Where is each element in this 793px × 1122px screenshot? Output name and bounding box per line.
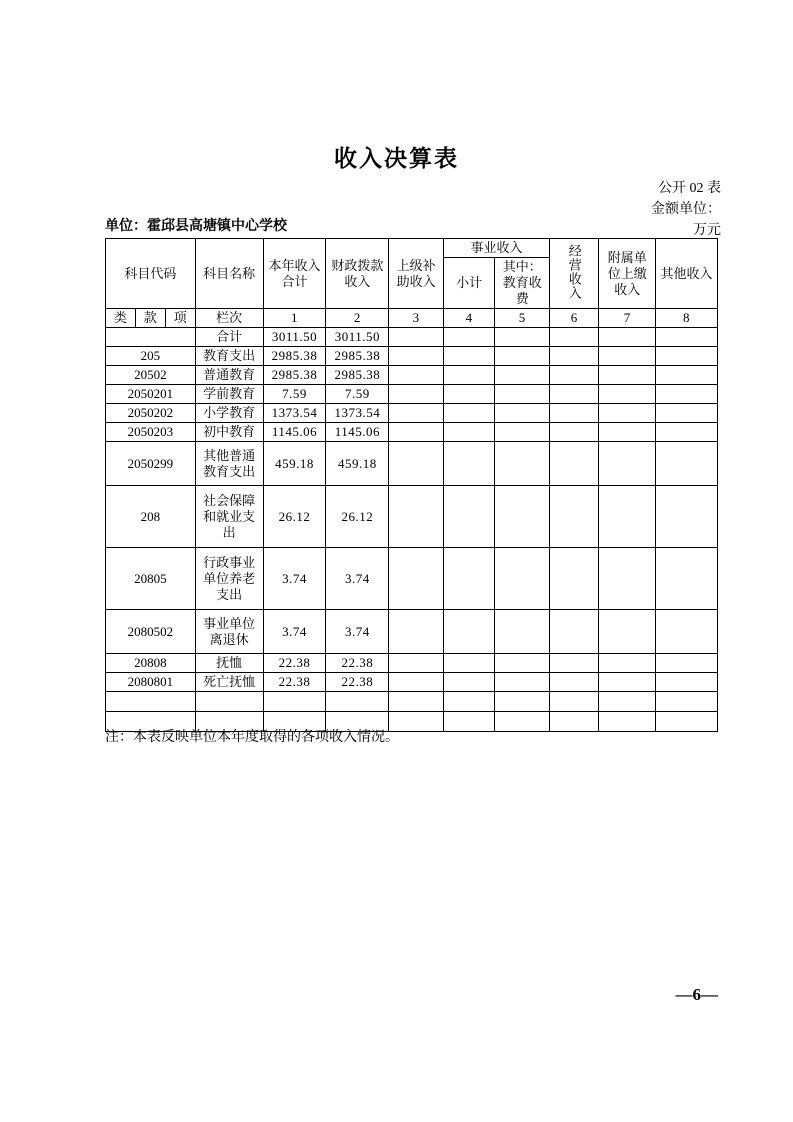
page-title: 收入决算表 — [334, 145, 459, 172]
column-number-3: 3 — [389, 309, 444, 328]
row-name: 学前教育 — [195, 385, 263, 404]
row-affiliated-unit — [599, 654, 656, 673]
row-name: 初中教育 — [195, 423, 263, 442]
header-superior-subsidy: 上级补助收入 — [389, 239, 444, 309]
header-business-edu-fee: 其中：教育收费 — [495, 258, 550, 309]
row-affiliated-unit — [599, 548, 656, 610]
row-business-sub — [443, 712, 495, 732]
table-row — [106, 692, 718, 712]
row-fiscal-appropriation: 26.12 — [326, 486, 389, 548]
row-superior-subsidy — [389, 692, 444, 712]
row-year-income-total: 7.59 — [263, 385, 326, 404]
row-superior-subsidy — [389, 385, 444, 404]
total-business-sub — [443, 328, 495, 347]
amount-unit-value: 万元 — [693, 223, 721, 238]
row-superior-subsidy — [389, 366, 444, 385]
row-year-income-total: 3.74 — [263, 548, 326, 610]
table-row — [106, 347, 718, 366]
table-column-number-row — [106, 309, 718, 328]
row-other-income — [656, 673, 718, 692]
row-superior-subsidy — [389, 654, 444, 673]
table-row — [106, 366, 718, 385]
row-operating-income — [550, 654, 599, 673]
row-code: 2050201 — [106, 385, 196, 404]
row-superior-subsidy — [389, 673, 444, 692]
total-business-edu-fee — [495, 328, 550, 347]
row-affiliated-unit — [599, 366, 656, 385]
row-business-sub — [443, 347, 495, 366]
row-year-income-total: 3.74 — [263, 610, 326, 654]
header-class: 类 — [106, 309, 136, 328]
row-other-income — [656, 486, 718, 548]
row-year-income-total — [263, 692, 326, 712]
row-business-sub — [443, 610, 495, 654]
row-affiliated-unit — [599, 712, 656, 732]
table-row — [106, 548, 718, 610]
row-year-income-total: 22.38 — [263, 673, 326, 692]
header-item: 项 — [165, 309, 195, 328]
row-operating-income — [550, 548, 599, 610]
row-other-income — [656, 404, 718, 423]
table-row — [106, 385, 718, 404]
row-code: 2050203 — [106, 423, 196, 442]
row-name: 小学教育 — [195, 404, 263, 423]
row-business-sub — [443, 548, 495, 610]
table-row — [106, 404, 718, 423]
row-fiscal-appropriation: 3.74 — [326, 610, 389, 654]
row-name: 其他普通教育支出 — [195, 442, 263, 486]
row-fiscal-appropriation — [326, 692, 389, 712]
income-final-accounts-table — [105, 238, 718, 732]
total-fiscal-appropriation: 3011.50 — [326, 328, 389, 347]
table-note: 注：本表反映单位本年度取得的各项收入情况。 — [105, 730, 399, 745]
table-row — [106, 610, 718, 654]
row-name: 普通教育 — [195, 366, 263, 385]
row-year-income-total: 22.38 — [263, 654, 326, 673]
row-superior-subsidy — [389, 548, 444, 610]
row-business-sub — [443, 385, 495, 404]
row-fiscal-appropriation: 3.74 — [326, 548, 389, 610]
row-superior-subsidy — [389, 404, 444, 423]
document-meta — [481, 178, 721, 241]
row-year-income-total: 1145.06 — [263, 423, 326, 442]
row-affiliated-unit — [599, 610, 656, 654]
row-operating-income — [550, 610, 599, 654]
row-code: 20808 — [106, 654, 196, 673]
total-row — [106, 328, 718, 347]
row-year-income-total: 1373.54 — [263, 404, 326, 423]
row-affiliated-unit — [599, 404, 656, 423]
header-column-row: 栏次 — [195, 309, 263, 328]
column-number-6: 6 — [550, 309, 599, 328]
row-business-sub — [443, 673, 495, 692]
row-code: 2050202 — [106, 404, 196, 423]
row-other-income — [656, 692, 718, 712]
row-business-sub — [443, 423, 495, 442]
total-affiliated-unit — [599, 328, 656, 347]
row-superior-subsidy — [389, 347, 444, 366]
row-business-edu-fee — [495, 366, 550, 385]
row-code: 20502 — [106, 366, 196, 385]
row-business-sub — [443, 404, 495, 423]
row-other-income — [656, 610, 718, 654]
row-operating-income — [550, 366, 599, 385]
row-superior-subsidy — [389, 423, 444, 442]
row-operating-income — [550, 385, 599, 404]
row-name: 抚恤 — [195, 654, 263, 673]
row-affiliated-unit — [599, 673, 656, 692]
row-other-income — [656, 347, 718, 366]
row-name — [195, 692, 263, 712]
row-business-edu-fee — [495, 548, 550, 610]
row-fiscal-appropriation: 459.18 — [326, 442, 389, 486]
total-code-cell — [106, 328, 196, 347]
row-fiscal-appropriation: 1145.06 — [326, 423, 389, 442]
row-business-sub — [443, 442, 495, 486]
row-other-income — [656, 442, 718, 486]
row-name: 社会保障和就业支出 — [195, 486, 263, 548]
row-affiliated-unit — [599, 423, 656, 442]
row-operating-income — [550, 673, 599, 692]
row-operating-income — [550, 423, 599, 442]
row-operating-income — [550, 712, 599, 732]
header-affiliated-unit: 附属单位上缴收入 — [599, 239, 656, 309]
row-business-edu-fee — [495, 404, 550, 423]
row-business-edu-fee — [495, 385, 550, 404]
header-business-sub: 小计 — [443, 258, 495, 309]
row-fiscal-appropriation: 2985.38 — [326, 366, 389, 385]
total-other-income — [656, 328, 718, 347]
row-business-edu-fee — [495, 347, 550, 366]
table-header-row — [106, 239, 718, 258]
row-year-income-total: 2985.38 — [263, 366, 326, 385]
row-superior-subsidy — [389, 610, 444, 654]
row-superior-subsidy — [389, 442, 444, 486]
row-code — [106, 692, 196, 712]
row-other-income — [656, 366, 718, 385]
row-business-edu-fee — [495, 423, 550, 442]
header-subject-name: 科目名称 — [195, 239, 263, 309]
row-operating-income — [550, 692, 599, 712]
row-other-income — [656, 712, 718, 732]
total-superior-subsidy — [389, 328, 444, 347]
row-year-income-total: 2985.38 — [263, 347, 326, 366]
page-number: —6— — [675, 985, 718, 1004]
row-code: 20805 — [106, 548, 196, 610]
row-operating-income — [550, 404, 599, 423]
header-subject-code: 科目代码 — [106, 239, 196, 309]
row-fiscal-appropriation: 22.38 — [326, 673, 389, 692]
column-number-5: 5 — [495, 309, 550, 328]
row-affiliated-unit — [599, 347, 656, 366]
header-business-income: 事业收入 — [443, 239, 549, 258]
table-row — [106, 486, 718, 548]
row-operating-income — [550, 486, 599, 548]
total-label: 合计 — [195, 328, 263, 347]
row-other-income — [656, 423, 718, 442]
column-number-8: 8 — [656, 309, 718, 328]
row-other-income — [656, 654, 718, 673]
row-business-edu-fee — [495, 610, 550, 654]
row-fiscal-appropriation: 7.59 — [326, 385, 389, 404]
row-name: 事业单位离退休 — [195, 610, 263, 654]
column-number-7: 7 — [599, 309, 656, 328]
header-operating-income: 经营收入 — [550, 239, 599, 309]
row-code: 2050299 — [106, 442, 196, 486]
total-operating-income — [550, 328, 599, 347]
unit-line: 单位：霍邱县高塘镇中心学校 — [105, 219, 287, 234]
row-code: 2080801 — [106, 673, 196, 692]
public-code: 公开 02 表 — [658, 181, 721, 196]
column-number-1: 1 — [263, 309, 326, 328]
row-business-edu-fee — [495, 442, 550, 486]
row-name: 教育支出 — [195, 347, 263, 366]
row-operating-income — [550, 442, 599, 486]
row-year-income-total: 26.12 — [263, 486, 326, 548]
row-superior-subsidy — [389, 486, 444, 548]
row-name: 行政事业单位养老支出 — [195, 548, 263, 610]
amount-unit-label: 金额单位： — [651, 202, 721, 217]
row-business-edu-fee — [495, 654, 550, 673]
row-fiscal-appropriation: 2985.38 — [326, 347, 389, 366]
row-other-income — [656, 385, 718, 404]
row-year-income-total: 459.18 — [263, 442, 326, 486]
row-code: 2080502 — [106, 610, 196, 654]
header-other-income: 其他收入 — [656, 239, 718, 309]
row-affiliated-unit — [599, 486, 656, 548]
row-operating-income — [550, 347, 599, 366]
row-business-edu-fee — [495, 712, 550, 732]
row-code: 205 — [106, 347, 196, 366]
table-row — [106, 673, 718, 692]
row-business-sub — [443, 486, 495, 548]
table-row — [106, 442, 718, 486]
column-number-4: 4 — [443, 309, 495, 328]
row-other-income — [656, 548, 718, 610]
row-fiscal-appropriation: 1373.54 — [326, 404, 389, 423]
row-business-sub — [443, 692, 495, 712]
header-fiscal-appropriation: 财政拨款收入 — [326, 239, 389, 309]
table-body — [106, 328, 718, 732]
row-affiliated-unit — [599, 692, 656, 712]
header-year-income-total: 本年收入合计 — [263, 239, 326, 309]
row-fiscal-appropriation: 22.38 — [326, 654, 389, 673]
header-section: 款 — [135, 309, 165, 328]
row-code: 208 — [106, 486, 196, 548]
table-row — [106, 423, 718, 442]
row-business-edu-fee — [495, 692, 550, 712]
row-business-sub — [443, 366, 495, 385]
table-row — [106, 654, 718, 673]
total-year-income-total: 3011.50 — [263, 328, 326, 347]
row-affiliated-unit — [599, 385, 656, 404]
row-business-edu-fee — [495, 673, 550, 692]
row-business-sub — [443, 654, 495, 673]
row-name: 死亡抚恤 — [195, 673, 263, 692]
column-number-2: 2 — [326, 309, 389, 328]
row-business-edu-fee — [495, 486, 550, 548]
row-affiliated-unit — [599, 442, 656, 486]
